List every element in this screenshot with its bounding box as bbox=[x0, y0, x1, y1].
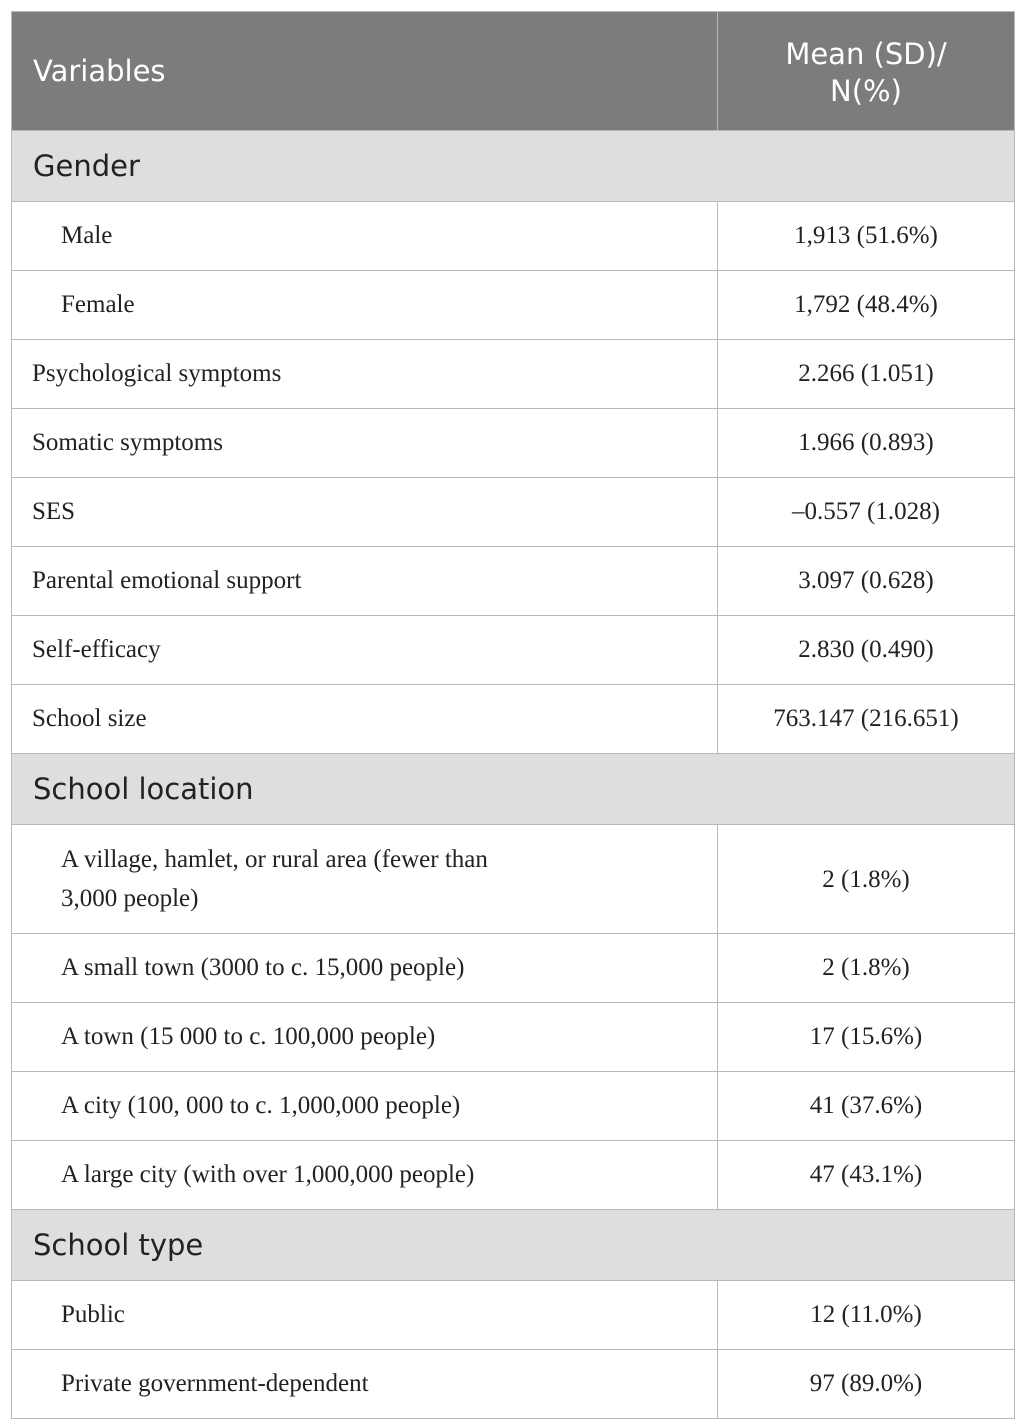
section-label: School type bbox=[12, 1210, 1015, 1281]
row-label: Male bbox=[12, 202, 718, 271]
row-value: 97 (89.0%) bbox=[718, 1350, 1015, 1419]
row-label: SES bbox=[12, 478, 718, 547]
row-label: A town (15 000 to c. 100,000 people) bbox=[12, 1003, 718, 1072]
row-label: A small town (3000 to c. 15,000 people) bbox=[12, 934, 718, 1003]
row-label: A city (100, 000 to c. 1,000,000 people) bbox=[12, 1072, 718, 1141]
table-header bbox=[12, 12, 1015, 131]
row-label: Private government-dependent bbox=[12, 1350, 718, 1419]
row-label: Psychological symptoms bbox=[12, 340, 718, 409]
table-row bbox=[12, 825, 1015, 934]
column-header-variables: Variables bbox=[12, 12, 718, 131]
descriptive-statistics-table bbox=[11, 11, 1015, 1419]
row-value: 1,913 (51.6%) bbox=[718, 202, 1015, 271]
row-label: A large city (with over 1,000,000 people) bbox=[12, 1141, 718, 1210]
table-row bbox=[12, 1141, 1015, 1210]
table-row bbox=[12, 1003, 1015, 1072]
row-label: Somatic symptoms bbox=[12, 409, 718, 478]
table-row bbox=[12, 547, 1015, 616]
row-label-line2: 3,000 people) bbox=[61, 885, 199, 912]
section-row-gender bbox=[12, 131, 1015, 202]
table-row bbox=[12, 616, 1015, 685]
row-label: School size bbox=[12, 685, 718, 754]
row-value: 2.830 (0.490) bbox=[718, 616, 1015, 685]
row-label: Public bbox=[12, 1281, 718, 1350]
row-value: 17 (15.6%) bbox=[718, 1003, 1015, 1072]
row-label bbox=[12, 825, 718, 934]
row-label: Parental emotional support bbox=[12, 547, 718, 616]
row-value: 2.266 (1.051) bbox=[718, 340, 1015, 409]
row-value: 1.966 (0.893) bbox=[718, 409, 1015, 478]
column-header-statistic-line2: N(%) bbox=[830, 74, 902, 108]
row-label: Female bbox=[12, 271, 718, 340]
row-value: 12 (11.0%) bbox=[718, 1281, 1015, 1350]
table-row bbox=[12, 685, 1015, 754]
row-label-line1: A village, hamlet, or rural area (fewer than bbox=[61, 846, 488, 873]
section-row-school-type bbox=[12, 1210, 1015, 1281]
row-value: 3.097 (0.628) bbox=[718, 547, 1015, 616]
row-value: 47 (43.1%) bbox=[718, 1141, 1015, 1210]
row-value: 2 (1.8%) bbox=[718, 825, 1015, 934]
row-value: 41 (37.6%) bbox=[718, 1072, 1015, 1141]
row-label: Self-efficacy bbox=[12, 616, 718, 685]
table-row bbox=[12, 1072, 1015, 1141]
row-value: 2 (1.8%) bbox=[718, 934, 1015, 1003]
section-label: Gender bbox=[12, 131, 1015, 202]
table-body bbox=[12, 131, 1015, 1419]
table-row bbox=[12, 1281, 1015, 1350]
row-value: –0.557 (1.028) bbox=[718, 478, 1015, 547]
row-value: 763.147 (216.651) bbox=[718, 685, 1015, 754]
table-row bbox=[12, 409, 1015, 478]
table-row bbox=[12, 1350, 1015, 1419]
section-label: School location bbox=[12, 754, 1015, 825]
section-row-school-location bbox=[12, 754, 1015, 825]
header-row bbox=[12, 12, 1015, 131]
table-row bbox=[12, 271, 1015, 340]
column-header-statistic-line1: Mean (SD)/ bbox=[785, 37, 947, 71]
table-row bbox=[12, 202, 1015, 271]
table-row bbox=[12, 478, 1015, 547]
table-row bbox=[12, 934, 1015, 1003]
row-value: 1,792 (48.4%) bbox=[718, 271, 1015, 340]
table-row bbox=[12, 340, 1015, 409]
column-header-statistic bbox=[718, 12, 1015, 131]
